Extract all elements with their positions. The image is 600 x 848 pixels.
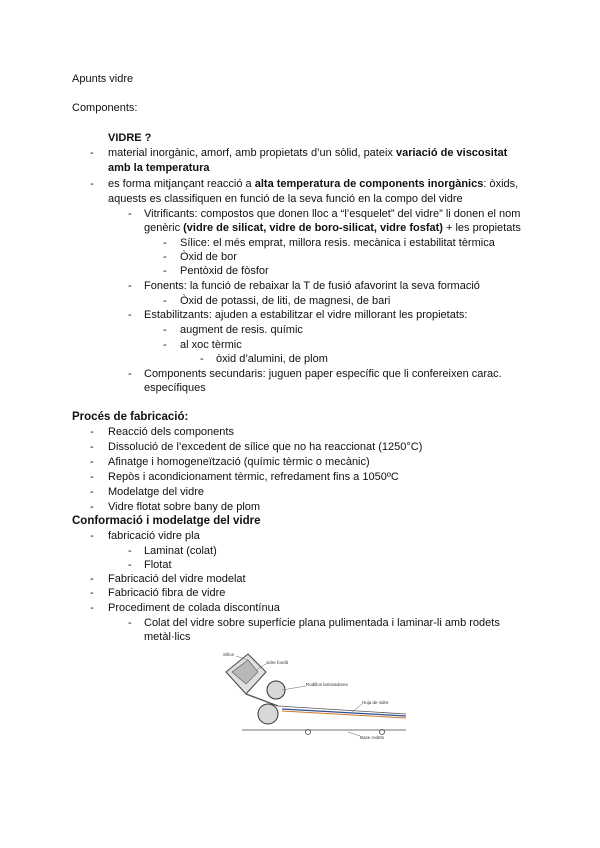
bullet-dash: - [163, 295, 167, 307]
leader-line [348, 732, 360, 736]
bullet-dash: - [90, 456, 94, 468]
conformacio-item: Procediment de colada discontínua [108, 602, 280, 614]
conformacio-pla-sub: Laminat (colat) [144, 545, 217, 557]
bullet-dash: - [90, 426, 94, 438]
bullet-dash: - [163, 251, 167, 263]
bullet-dash: - [163, 265, 167, 277]
bullet-dash: - [90, 573, 94, 585]
proces-heading: Procés de fabricació: [72, 411, 189, 423]
conformacio-pla-sub: Flotat [144, 559, 172, 571]
proces-item: Repòs i acondicionament tèrmic, refredament fins a 1050ºC [108, 471, 399, 483]
bullet-dash: - [90, 530, 94, 542]
figure-label-base: Base rodets [360, 735, 385, 740]
conformacio-item: Fabricació del vidre modelat [108, 573, 246, 585]
bullet-dash: - [128, 309, 132, 321]
item2-line2: aquests es classifiquen en funció de la seva funció en la compo del vidre [108, 193, 463, 205]
colat-line1: Colat del vidre sobre superfície plana pulimentada i laminar-li amb rodets [144, 617, 500, 629]
bullet-dash: - [90, 587, 94, 599]
bullet-dash: - [128, 617, 132, 629]
leader-line [282, 686, 306, 690]
item1-line2: amb la temperatura [108, 162, 210, 174]
conformacio-item: Fabricació fibra de vidre [108, 587, 226, 599]
estabilitzants-sub: al xoc tèrmic [180, 339, 242, 351]
conformacio-heading: Conformació i modelatge del vidre [72, 515, 261, 527]
estabilitzants-line: Estabilitzants: ajuden a estabilitzar el vidre millorant les propietats: [144, 309, 468, 321]
proces-item: Reacció dels components [108, 426, 234, 438]
bullet-dash: - [90, 441, 94, 453]
figure-label-silice: Sílice [223, 652, 235, 657]
glass-rolling-diagram [222, 650, 408, 742]
document-title: Apunts vidre [72, 73, 134, 85]
fonents-line: Fonents: la funció de rebaixar la T de fusió afavorint la seva formació [144, 280, 480, 292]
bullet-dash: - [128, 559, 132, 571]
conformacio-pla: fabricació vidre pla [108, 530, 200, 542]
secundaris-line2: específiques [144, 382, 206, 394]
bullet-dash: - [128, 208, 132, 220]
estabilitzants-sub: augment de resis. químic [180, 324, 303, 336]
lower-roller [258, 704, 278, 724]
bullet-dash: - [128, 545, 132, 557]
vitrificants-sub: Òxid de bor [180, 251, 237, 263]
vitrificants-line1: Vitrificants: compostos que donen lloc a “l’esquelet” del vidre” li donen el nom [144, 208, 521, 220]
item2-line1: es forma mitjançant reacció a alta temperatura de components inorgànics: òxids, [108, 178, 519, 190]
bullet-dash: - [163, 237, 167, 249]
figure-label-rodillos: Rodillos laminadores [306, 682, 348, 687]
proces-item: Afinatge i homogeneïtzació (químic tèrmic o mecànic) [108, 456, 370, 468]
figure-label-hoja: Hoja de vidre [362, 700, 389, 705]
components-label: Components: [72, 102, 138, 114]
bullet-dash: - [90, 602, 94, 614]
bullet-dash: - [128, 368, 132, 380]
bullet-dash: - [128, 280, 132, 292]
secundaris-line1: Components secundaris: juguen paper específic que li confereixen carac. [144, 368, 502, 380]
fonents-sub: Òxid de potassi, de liti, de magnesi, de bari [180, 295, 391, 307]
bullet-dash: - [90, 178, 94, 190]
vitrificants-sub: Sílice: el més emprat, millora resis. mecànica i estabilitat tèrmica [180, 237, 495, 249]
bullet-dash: - [90, 486, 94, 498]
proces-item: Vidre flotat sobre bany de plom [108, 501, 261, 513]
figure-label-vidre-fondit: vidre fondit [266, 660, 289, 665]
proces-item: Dissolució de l’excedent de sílice que no ha reaccionat (1250°C) [108, 441, 423, 453]
bullet-dash: - [163, 339, 167, 351]
bullet-dash: - [163, 324, 167, 336]
bullet-dash: - [90, 471, 94, 483]
item1-line1: material inorgànic, amorf, amb propietats d’un sòlid, pateix variació de viscositat [108, 147, 508, 159]
estabilitzants-subsub: òxid d’alumini, de plom [216, 353, 328, 365]
vitrificants-sub: Pentòxid de fòsfor [180, 265, 269, 277]
colat-line2: metàl·lics [144, 631, 191, 643]
bullet-dash: - [90, 501, 94, 513]
bullet-dash: - [200, 353, 204, 365]
bullet-dash: - [90, 147, 94, 159]
vidre-heading: VIDRE ? [108, 132, 152, 144]
proces-item: Modelatge del vidre [108, 486, 205, 498]
vitrificants-line2: genèric (vidre de silicat, vidre de boro-silicat, vidre fosfat) + les propietats [144, 222, 521, 234]
